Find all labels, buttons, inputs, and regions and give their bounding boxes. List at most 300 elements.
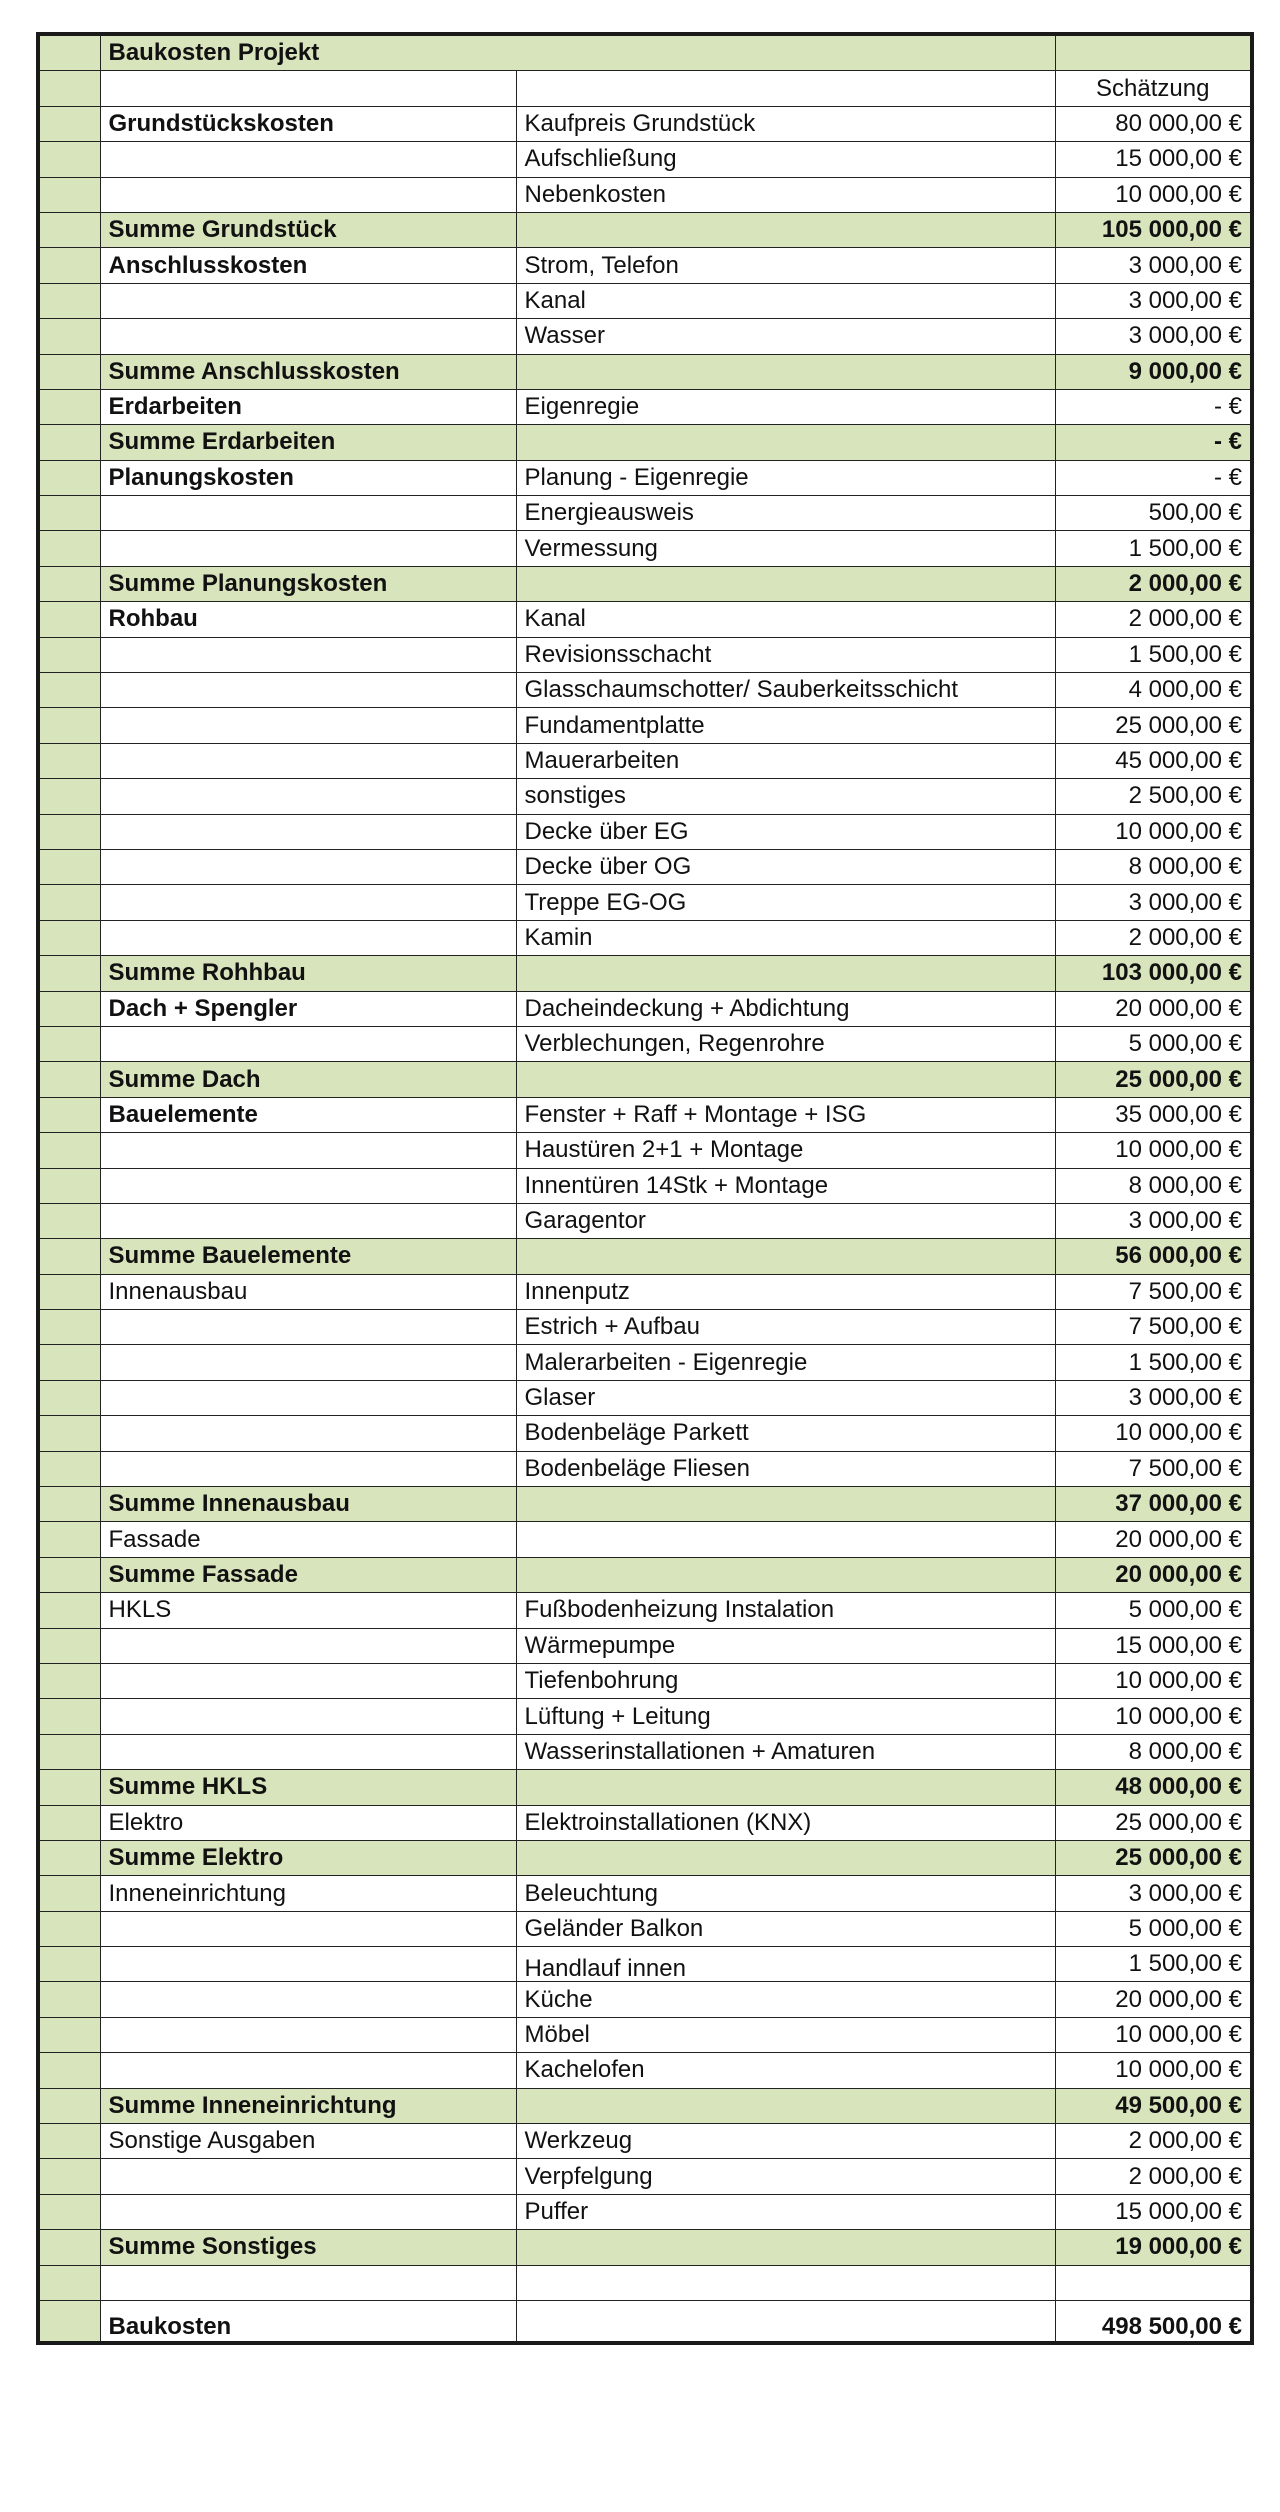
row-stub-cell[interactable] [38,1876,100,1911]
subtotal-row [38,566,1252,601]
item-cell[interactable]: Glaser [516,1380,1055,1415]
category-cell[interactable]: Anschlusskosten [100,248,516,283]
category-cell[interactable] [100,849,516,884]
item-cell[interactable]: Handlauf innen [516,1947,1055,1982]
item-cell[interactable]: Nebenkosten [516,177,1055,212]
sheet-title[interactable]: Baukosten Projekt [100,34,1055,71]
row-stub-cell[interactable] [38,177,100,212]
item-cell[interactable]: Fußbodenheizung Instalation [516,1593,1055,1628]
item-cell[interactable]: Estrich + Aufbau [516,1310,1055,1345]
row-stub-cell[interactable] [38,1805,100,1840]
row-stub-cell[interactable] [38,1097,100,1132]
amount-cell[interactable]: 35 000,00 € [1055,1097,1252,1132]
category-cell[interactable]: Inneneinrichtung [100,1876,516,1911]
row-stub-cell[interactable] [38,602,100,637]
item-cell[interactable] [516,354,1055,389]
item-cell[interactable] [516,2088,1055,2123]
item-cell[interactable]: Verpfelgung [516,2159,1055,2194]
category-cell[interactable] [100,1380,516,1415]
row-stub-cell[interactable] [38,637,100,672]
amount-cell[interactable]: 10 000,00 € [1055,1133,1252,1168]
item-cell[interactable]: Bodenbeläge Fliesen [516,1451,1055,1486]
category-cell[interactable] [100,2194,516,2229]
amount-cell[interactable]: 49 500,00 € [1055,2088,1252,2123]
category-cell[interactable]: Summe Rohhbau [100,956,516,991]
row-stub-cell[interactable] [38,1310,100,1345]
category-cell[interactable] [100,1310,516,1345]
amount-cell[interactable]: 2 500,00 € [1055,779,1252,814]
amount-cell[interactable]: 3 000,00 € [1055,283,1252,318]
item-cell[interactable]: Bodenbeläge Parkett [516,1416,1055,1451]
row-stub-cell[interactable] [38,956,100,991]
table-row [38,2017,1252,2052]
category-cell[interactable] [100,2017,516,2052]
amount-cell[interactable]: 3 000,00 € [1055,1380,1252,1415]
amount-cell[interactable]: 10 000,00 € [1055,2053,1252,2088]
amount-cell[interactable]: 20 000,00 € [1055,1522,1252,1557]
subtotal-row [38,1239,1252,1274]
title-amount-cell[interactable] [1055,34,1252,71]
table-row [38,496,1252,531]
table-row [38,1663,1252,1698]
category-cell[interactable]: HKLS [100,1593,516,1628]
row-stub-cell[interactable] [38,2194,100,2229]
row-stub-cell[interactable] [38,1239,100,1274]
category-cell[interactable]: Bauelemente [100,1097,516,1132]
category-cell[interactable] [100,779,516,814]
category-cell[interactable] [100,1982,516,2017]
amount-cell[interactable]: 2 000,00 € [1055,2159,1252,2194]
row-stub-cell[interactable] [38,425,100,460]
category-cell[interactable] [100,673,516,708]
item-cell[interactable]: Elektroinstallationen (KNX) [516,1805,1055,1840]
item-cell[interactable]: Werkzeug [516,2124,1055,2159]
subtotal-row [38,1557,1252,1592]
category-cell[interactable] [100,496,516,531]
amount-cell[interactable]: 3 000,00 € [1055,1203,1252,1238]
row-stub-cell[interactable] [38,389,100,424]
category-cell[interactable] [100,1203,516,1238]
header-category-cell[interactable] [100,71,516,106]
item-cell[interactable]: Verblechungen, Regenrohre [516,1026,1055,1061]
header-row [38,71,1252,106]
category-cell[interactable] [100,2159,516,2194]
category-cell[interactable]: Sonstige Ausgaben [100,2124,516,2159]
row-stub-cell[interactable] [38,1133,100,1168]
row-stub-cell[interactable] [38,885,100,920]
amount-cell[interactable]: 9 000,00 € [1055,354,1252,389]
table-row [38,177,1252,212]
row-stub-cell[interactable] [38,1416,100,1451]
item-cell[interactable]: Revisionsschacht [516,637,1055,672]
amount-cell[interactable]: 7 500,00 € [1055,1274,1252,1309]
table-row [38,1168,1252,1203]
item-cell[interactable]: Treppe EG-OG [516,885,1055,920]
category-cell[interactable]: Fassade [100,1522,516,1557]
row-stub-cell[interactable] [38,1487,100,1522]
category-cell[interactable] [100,1416,516,1451]
category-cell[interactable]: Rohbau [100,602,516,637]
table-row [38,1982,1252,2017]
row-stub-cell[interactable] [38,1203,100,1238]
category-cell[interactable]: Summe Inneneinrichtung [100,2088,516,2123]
row-stub-cell[interactable] [38,779,100,814]
row-stub-cell[interactable] [38,34,100,71]
row-stub-cell[interactable] [38,1593,100,1628]
item-cell[interactable]: Glasschaumschotter/ Sauberkeitsschicht [516,673,1055,708]
amount-cell[interactable]: 1 500,00 € [1055,531,1252,566]
row-stub-cell[interactable] [38,1840,100,1875]
category-cell[interactable] [100,885,516,920]
row-stub-cell[interactable] [38,2088,100,2123]
table-row [38,1203,1252,1238]
item-cell[interactable]: Innenputz [516,1274,1055,1309]
amount-cell[interactable]: 20 000,00 € [1055,1557,1252,1592]
row-stub-cell[interactable] [38,496,100,531]
amount-cell[interactable]: 8 000,00 € [1055,849,1252,884]
row-stub-cell[interactable] [38,2053,100,2088]
amount-cell[interactable]: 3 000,00 € [1055,248,1252,283]
item-cell[interactable] [516,1522,1055,1557]
row-stub-cell[interactable] [38,2017,100,2052]
category-cell[interactable] [100,1699,516,1734]
row-stub-cell[interactable] [38,814,100,849]
row-stub-cell[interactable] [38,1062,100,1097]
amount-cell[interactable]: 3 000,00 € [1055,319,1252,354]
category-cell[interactable]: Summe Innenausbau [100,1487,516,1522]
amount-cell[interactable]: 500,00 € [1055,496,1252,531]
category-cell[interactable] [100,1451,516,1486]
item-cell[interactable]: Planung - Eigenregie [516,460,1055,495]
category-cell[interactable]: Dach + Spengler [100,991,516,1026]
row-stub-cell[interactable] [38,566,100,601]
row-stub-cell[interactable] [38,71,100,106]
amount-cell[interactable]: 2 000,00 € [1055,2124,1252,2159]
category-cell[interactable] [100,531,516,566]
category-cell[interactable]: Summe Fassade [100,1557,516,1592]
amount-cell[interactable]: 2 000,00 € [1055,602,1252,637]
row-stub-cell[interactable] [38,849,100,884]
row-stub-cell[interactable] [38,2230,100,2265]
item-cell[interactable]: Dacheindeckung + Abdichtung [516,991,1055,1026]
item-cell[interactable]: Wasser [516,319,1055,354]
row-stub-cell[interactable] [38,460,100,495]
item-cell[interactable]: Kachelofen [516,2053,1055,2088]
row-stub-cell[interactable] [38,1699,100,1734]
table-row [38,743,1252,778]
item-cell[interactable]: Tiefenbohrung [516,1663,1055,1698]
category-cell[interactable]: Erdarbeiten [100,389,516,424]
amount-cell[interactable]: 1 500,00 € [1055,637,1252,672]
item-cell[interactable] [516,1062,1055,1097]
item-cell[interactable]: Wärmepumpe [516,1628,1055,1663]
item-cell[interactable]: Malerarbeiten - Eigenregie [516,1345,1055,1380]
category-cell[interactable]: Summe Dach [100,1062,516,1097]
table-row [38,142,1252,177]
category-cell[interactable] [100,920,516,955]
table-row [38,885,1252,920]
amount-cell[interactable]: 25 000,00 € [1055,1805,1252,1840]
amount-cell[interactable]: 2 000,00 € [1055,920,1252,955]
table-row [38,1947,1252,1982]
subtotal-row [38,2088,1252,2123]
amount-cell[interactable]: - € [1055,460,1252,495]
amount-cell[interactable]: 105 000,00 € [1055,212,1252,247]
category-cell[interactable] [100,2053,516,2088]
table-row [38,319,1252,354]
amount-cell[interactable]: 7 500,00 € [1055,1451,1252,1486]
item-cell[interactable]: Fundamentplatte [516,708,1055,743]
row-stub-cell[interactable] [38,1522,100,1557]
category-cell[interactable]: Summe HKLS [100,1770,516,1805]
item-cell[interactable] [516,2301,1055,2344]
amount-cell[interactable]: 19 000,00 € [1055,2230,1252,2265]
amount-cell[interactable]: 1 500,00 € [1055,1947,1252,1982]
item-cell[interactable]: Möbel [516,2017,1055,2052]
table-row [38,531,1252,566]
table-row [38,283,1252,318]
amount-cell[interactable]: 37 000,00 € [1055,1487,1252,1522]
amount-cell[interactable]: 5 000,00 € [1055,1911,1252,1946]
item-cell[interactable]: Eigenregie [516,389,1055,424]
amount-cell[interactable]: - € [1055,389,1252,424]
row-stub-cell[interactable] [38,1982,100,2017]
category-cell[interactable] [100,1911,516,1946]
title-row [38,34,1252,71]
item-cell[interactable] [516,1557,1055,1592]
item-cell[interactable]: Puffer [516,2194,1055,2229]
subtotal-row [38,212,1252,247]
category-cell[interactable] [100,1734,516,1769]
item-cell[interactable]: Garagentor [516,1203,1055,1238]
item-cell[interactable]: Haustüren 2+1 + Montage [516,1133,1055,1168]
category-cell[interactable] [100,283,516,318]
amount-cell[interactable]: 8 000,00 € [1055,1168,1252,1203]
table-row [38,920,1252,955]
category-cell[interactable] [100,1628,516,1663]
amount-cell[interactable]: 56 000,00 € [1055,1239,1252,1274]
amount-cell[interactable]: 15 000,00 € [1055,1628,1252,1663]
item-cell[interactable]: Decke über OG [516,849,1055,884]
row-stub-cell[interactable] [38,1345,100,1380]
table-row [38,1380,1252,1415]
row-stub-cell[interactable] [38,743,100,778]
amount-cell[interactable]: 25 000,00 € [1055,1062,1252,1097]
amount-cell[interactable]: 10 000,00 € [1055,177,1252,212]
item-cell[interactable]: Strom, Telefon [516,248,1055,283]
table-row [38,1345,1252,1380]
header-item-cell[interactable] [516,71,1055,106]
category-cell[interactable] [100,1133,516,1168]
row-stub-cell[interactable] [38,354,100,389]
item-cell[interactable]: Vermessung [516,531,1055,566]
category-cell[interactable]: Planungskosten [100,460,516,495]
amount-cell[interactable]: 2 000,00 € [1055,566,1252,601]
subtotal-row [38,425,1252,460]
category-cell[interactable]: Elektro [100,1805,516,1840]
row-stub-cell[interactable] [38,1026,100,1061]
amount-cell[interactable]: 498 500,00 € [1055,2301,1252,2344]
table-row [38,1522,1252,1557]
category-cell[interactable] [100,708,516,743]
table-row [38,708,1252,743]
row-stub-cell[interactable] [38,673,100,708]
category-cell[interactable]: Summe Grundstück [100,212,516,247]
category-cell[interactable] [100,142,516,177]
row-stub-cell[interactable] [38,920,100,955]
item-cell[interactable]: Energieausweis [516,496,1055,531]
row-stub-cell[interactable] [38,1274,100,1309]
row-stub-cell[interactable] [38,1168,100,1203]
item-cell[interactable]: Mauerarbeiten [516,743,1055,778]
item-cell[interactable]: sonstiges [516,779,1055,814]
category-cell[interactable]: Summe Sonstiges [100,2230,516,2265]
category-cell[interactable]: Summe Erdarbeiten [100,425,516,460]
table-row [38,2265,1252,2300]
amount-cell[interactable]: 25 000,00 € [1055,1840,1252,1875]
row-stub-cell[interactable] [38,1557,100,1592]
item-cell[interactable]: Wasserinstallationen + Amaturen [516,1734,1055,1769]
amount-cell[interactable]: 5 000,00 € [1055,1593,1252,1628]
amount-cell[interactable]: 1 500,00 € [1055,1345,1252,1380]
amount-cell[interactable]: 10 000,00 € [1055,1663,1252,1698]
amount-cell[interactable]: 7 500,00 € [1055,1310,1252,1345]
amount-cell[interactable]: 5 000,00 € [1055,1026,1252,1061]
row-stub-cell[interactable] [38,2159,100,2194]
row-stub-cell[interactable] [38,248,100,283]
amount-cell[interactable]: 25 000,00 € [1055,708,1252,743]
item-cell[interactable] [516,1487,1055,1522]
item-cell[interactable]: Kanal [516,602,1055,637]
amount-cell[interactable]: 103 000,00 € [1055,956,1252,991]
item-cell[interactable] [516,956,1055,991]
row-stub-cell[interactable] [38,1663,100,1698]
item-cell[interactable]: Fenster + Raff + Montage + ISG [516,1097,1055,1132]
row-stub-cell[interactable] [38,1770,100,1805]
amount-cell[interactable]: 10 000,00 € [1055,2017,1252,2052]
row-stub-cell[interactable] [38,1451,100,1486]
row-stub-cell[interactable] [38,1628,100,1663]
row-stub-cell[interactable] [38,106,100,141]
item-cell[interactable] [516,425,1055,460]
table-row [38,1097,1252,1132]
amount-cell[interactable]: 3 000,00 € [1055,885,1252,920]
item-cell[interactable] [516,1840,1055,1875]
item-cell[interactable] [516,2265,1055,2300]
row-stub-cell[interactable] [38,1734,100,1769]
amount-cell[interactable]: 4 000,00 € [1055,673,1252,708]
category-cell[interactable] [100,1663,516,1698]
table-row [38,673,1252,708]
category-cell[interactable] [100,319,516,354]
category-cell[interactable] [100,814,516,849]
item-cell[interactable]: Kaufpreis Grundstück [516,106,1055,141]
item-cell[interactable]: Beleuchtung [516,1876,1055,1911]
row-stub-cell[interactable] [38,2301,100,2344]
row-stub-cell[interactable] [38,708,100,743]
row-stub-cell[interactable] [38,1947,100,1982]
category-cell[interactable] [100,1168,516,1203]
category-cell[interactable]: Grundstückskosten [100,106,516,141]
amount-cell[interactable]: 80 000,00 € [1055,106,1252,141]
item-cell[interactable]: Decke über EG [516,814,1055,849]
amount-cell[interactable]: - € [1055,425,1252,460]
table-row [38,1274,1252,1309]
amount-cell[interactable]: 45 000,00 € [1055,743,1252,778]
category-cell[interactable] [100,1026,516,1061]
row-stub-cell[interactable] [38,2124,100,2159]
category-cell[interactable] [100,637,516,672]
item-cell[interactable]: Lüftung + Leitung [516,1699,1055,1734]
category-cell[interactable]: Baukosten [100,2301,516,2344]
table-row [38,460,1252,495]
table-row [38,1310,1252,1345]
row-stub-cell[interactable] [38,319,100,354]
subtotal-row [38,354,1252,389]
subtotal-row [38,2230,1252,2265]
item-cell[interactable]: Kanal [516,283,1055,318]
item-cell[interactable]: Aufschließung [516,142,1055,177]
amount-cell[interactable]: 48 000,00 € [1055,1770,1252,1805]
item-cell[interactable] [516,566,1055,601]
amount-cell[interactable]: 10 000,00 € [1055,1416,1252,1451]
category-cell[interactable] [100,1345,516,1380]
amount-cell[interactable]: 15 000,00 € [1055,2194,1252,2229]
category-cell[interactable]: Innenausbau [100,1274,516,1309]
row-stub-cell[interactable] [38,531,100,566]
item-cell[interactable]: Innentüren 14Stk + Montage [516,1168,1055,1203]
row-stub-cell[interactable] [38,1380,100,1415]
item-cell[interactable] [516,2230,1055,2265]
subtotal-row [38,1487,1252,1522]
amount-cell[interactable]: 20 000,00 € [1055,991,1252,1026]
table-row [38,1805,1252,1840]
amount-cell[interactable]: 10 000,00 € [1055,814,1252,849]
row-stub-cell[interactable] [38,142,100,177]
category-cell[interactable] [100,743,516,778]
row-stub-cell[interactable] [38,283,100,318]
row-stub-cell[interactable] [38,212,100,247]
subtotal-row [38,956,1252,991]
item-cell[interactable]: Küche [516,1982,1055,2017]
subtotal-row [38,1062,1252,1097]
row-stub-cell[interactable] [38,2265,100,2300]
row-stub-cell[interactable] [38,991,100,1026]
item-cell[interactable]: Geländer Balkon [516,1911,1055,1946]
amount-cell[interactable]: 10 000,00 € [1055,1699,1252,1734]
category-cell[interactable]: Summe Anschlusskosten [100,354,516,389]
item-cell[interactable] [516,1770,1055,1805]
category-cell[interactable] [100,2265,516,2300]
item-cell[interactable] [516,212,1055,247]
amount-cell[interactable]: 3 000,00 € [1055,1876,1252,1911]
subtotal-row [38,1840,1252,1875]
amount-cell[interactable]: 20 000,00 € [1055,1982,1252,2017]
cost-sheet [36,32,1254,2345]
amount-cell[interactable] [1055,2265,1252,2300]
category-cell[interactable]: Summe Elektro [100,1840,516,1875]
category-cell[interactable]: Summe Bauelemente [100,1239,516,1274]
category-cell[interactable]: Summe Planungskosten [100,566,516,601]
item-cell[interactable]: Kamin [516,920,1055,955]
amount-cell[interactable]: 15 000,00 € [1055,142,1252,177]
row-stub-cell[interactable] [38,1911,100,1946]
category-cell[interactable] [100,177,516,212]
item-cell[interactable] [516,1239,1055,1274]
amount-cell[interactable]: 8 000,00 € [1055,1734,1252,1769]
category-cell[interactable] [100,1947,516,1982]
estimate-header[interactable]: Schätzung [1055,71,1252,106]
